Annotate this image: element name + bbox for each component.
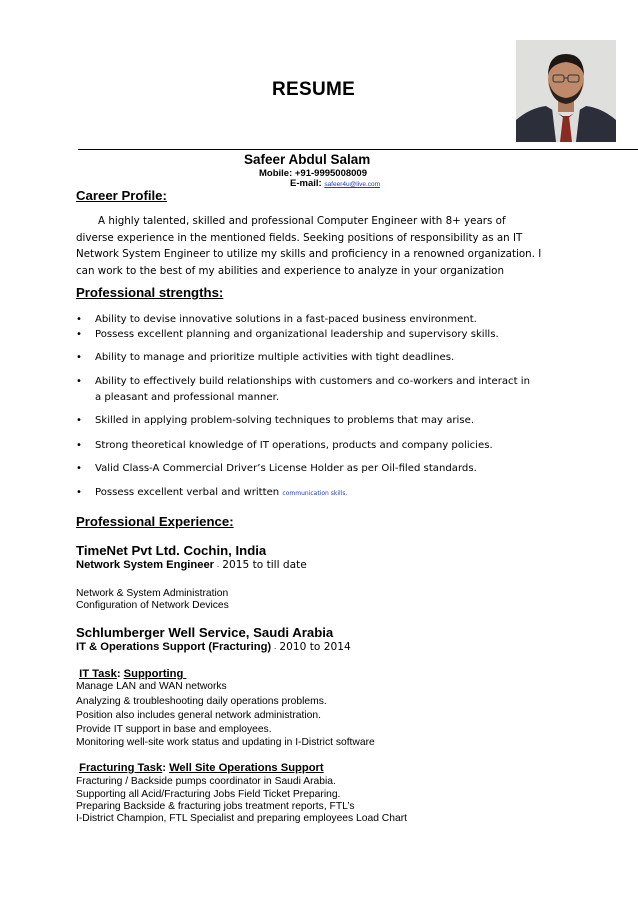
task-line: Position also includes general network administration.: [76, 710, 321, 721]
job-dates: 2010 to 2014: [279, 641, 351, 653]
candidate-name: Safeer Abdul Salam: [244, 152, 371, 167]
task-line: Manage LAN and WAN networks: [76, 681, 227, 692]
profile-photo: [516, 40, 616, 142]
task-line: Monitoring well-site work status and updating in I-District software: [76, 737, 375, 748]
task-label: IT Task: [79, 668, 117, 680]
career-profile-heading: Career Profile:: [76, 188, 167, 203]
job-duty: Configuration of Network Devices: [76, 600, 229, 611]
task-line: I-District Champion, FTL Specialist and preparing employees Load Chart: [76, 813, 407, 824]
portrait-image: [516, 40, 616, 142]
task-heading: IT Task: Supporting: [79, 668, 184, 680]
job-title: IT & Operations Support (Fracturing): [76, 641, 272, 653]
email-label: E-mail:: [290, 178, 325, 189]
list-item: • Possess excellent planning and organizational leadership and supervisory skills.: [76, 329, 499, 340]
list-item: • Ability to effectively build relationships with customers and co-workers and interact in a pleasant and professional manner.: [76, 376, 530, 403]
professional-experience-heading: Professional Experience:: [76, 514, 234, 529]
list-item: • Ability to manage and prioritize multiple activities with tight deadlines.: [76, 352, 455, 363]
list-item: • Possess excellent verbal and written communication skills.: [76, 487, 348, 498]
communication-skills-link[interactable]: communication skills: [282, 490, 346, 497]
job-title: Network System Engineer: [76, 559, 215, 571]
email-link[interactable]: safeer4u@live.com: [324, 181, 381, 188]
list-item: • Skilled in applying problem-solving techniques to problems that may arise.: [76, 415, 475, 426]
task-line: Provide IT support in base and employees.: [76, 724, 272, 735]
task-heading: Fracturing Task: Well Site Operations Support: [79, 762, 324, 774]
list-item: • Ability to devise innovative solutions in a fast-paced business environment.: [76, 314, 477, 325]
job-role: Network System Engineer - 2015 to till date: [76, 559, 307, 571]
resume-title: RESUME: [272, 79, 356, 100]
career-profile-text: [76, 213, 546, 279]
list-item: • Strong theoretical knowledge of IT operations, products and company policies.: [76, 440, 493, 451]
task-title: Supporting: [123, 668, 184, 680]
list-item: • Valid Class-A Commercial Driver’s License Holder as per Oil-filed standards.: [76, 463, 477, 474]
task-line: Supporting all Acid/Fracturing Jobs Field Ticket Preparing.: [76, 789, 341, 800]
job-duty: Network & System Administration: [76, 588, 229, 599]
email-line: [290, 178, 380, 189]
company-name: TimeNet Pvt Ltd. Cochin, India: [76, 543, 267, 558]
professional-strengths-heading: Professional strengths:: [76, 285, 224, 300]
career-profile-paragraph: A highly talented, skilled and professional Computer Engineer with 8+ years of diverse experience in the mentioned fields. Seeking positions of responsibility as an IT Network System Engineer to utilize my skills and proficiency in a renowned organization. I can work to the best of my abilities and experience to analyze in your organization: [76, 215, 542, 277]
job-dates: 2015 to till date: [222, 559, 307, 571]
task-line: Fracturing / Backside pumps coordinator in Saudi Arabia.: [76, 776, 336, 787]
task-line: Preparing Backside & fracturing jobs treatment reports, FTL’s: [76, 801, 355, 812]
mobile-number: Mobile: +91-9995008009: [259, 168, 367, 179]
task-line: Analyzing & troubleshooting daily operations problems.: [76, 696, 327, 707]
list-item-end: .: [345, 490, 348, 497]
company-name: Schlumberger Well Service, Saudi Arabia: [76, 625, 334, 640]
task-label: Fracturing Task: [79, 762, 163, 774]
job-role: IT & Operations Support (Fracturing) - 2010 to 2014: [76, 641, 351, 653]
list-item-text: Possess excellent verbal and written: [95, 487, 280, 498]
header-divider: [78, 149, 638, 150]
task-title: Well Site Operations Support: [169, 762, 324, 774]
